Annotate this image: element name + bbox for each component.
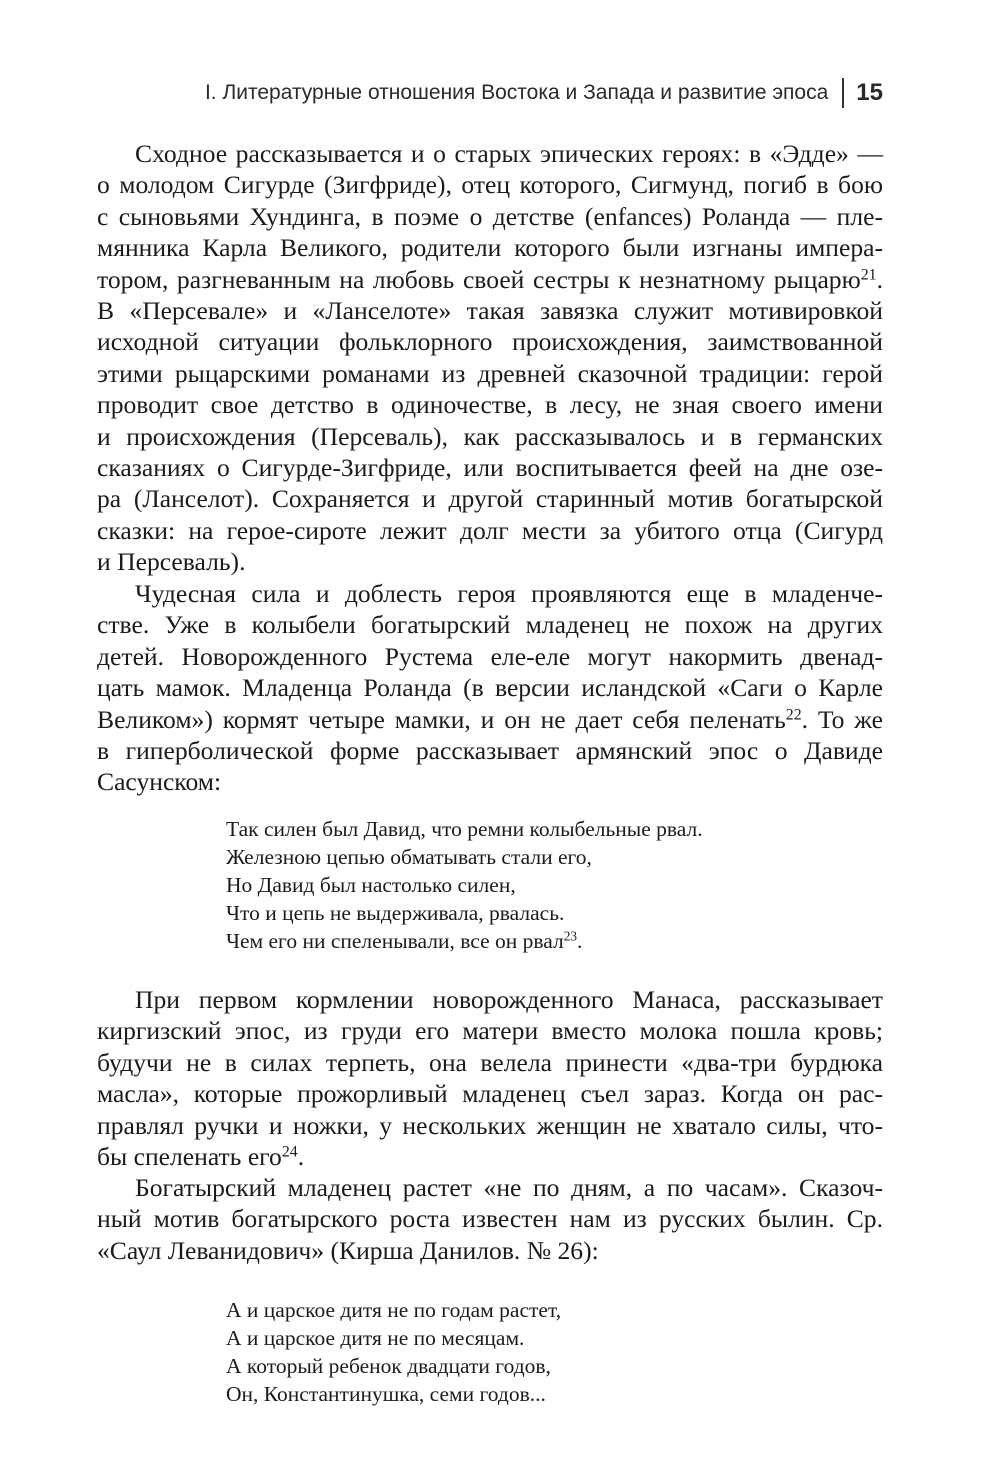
text-line: о молодом Сигурде (Зигфриде), отец которого, Сигмунд, погиб в бою bbox=[97, 170, 883, 200]
paragraph-3 bbox=[97, 984, 883, 1172]
text-line bbox=[97, 264, 883, 295]
text-line: мянника Карла Великого, родители которого были изгнаны импера- bbox=[97, 233, 883, 263]
text-line: в гиперболической форме рассказывает армянский эпос о Давиде bbox=[97, 736, 883, 766]
text-fragment: . bbox=[577, 929, 583, 953]
text-line: «Саул Леванидович» (Кирша Данилов. № 26): bbox=[97, 1235, 599, 1265]
text-line: киргизский эпос, из груди его матери вместо молока пошла кровь; bbox=[97, 1016, 883, 1046]
verse-line: Но Давид был настолько силен, bbox=[226, 873, 516, 897]
verse-quote-1 bbox=[226, 815, 703, 955]
text-line: детей. Новорожденного Рустема еле-еле могут накормить двенад- bbox=[97, 641, 883, 671]
text-line: ный мотив богатырского роста известен нам из русских былин. Ср. bbox=[97, 1204, 883, 1234]
text-line: цать мамок. Младенца Роланда (в версии исландской «Саги о Карле bbox=[97, 673, 883, 703]
text-line: исходной ситуации фольклорного происхождения, заимствованной bbox=[97, 327, 883, 357]
running-header bbox=[0, 78, 883, 108]
text-line: с сыновьями Хундинга, в поэме о детстве (enfances) Роланда — пле- bbox=[97, 201, 883, 231]
text-fragment: . bbox=[876, 264, 883, 294]
text-line: сказаниях о Сигурде-Зигфриде, или воспитывается феей на дне озе- bbox=[97, 453, 883, 483]
text-line bbox=[97, 704, 883, 735]
footnote-ref: 23 bbox=[563, 928, 578, 944]
text-line: При первом кормлении новорожденного Манаса, рассказывает bbox=[135, 985, 883, 1014]
paragraph-4 bbox=[97, 1172, 883, 1266]
text-line: Сходное рассказывается и о старых эпических героях: в «Эдде» — bbox=[135, 139, 883, 168]
verse-line: Железною цепью обматывать стали его, bbox=[226, 845, 592, 869]
text-line: проводит свое детство в одиночестве, в лесу, не зная своего имени bbox=[97, 390, 883, 420]
text-line: этими рыцарскими романами из древней сказочной традиции: герой bbox=[97, 358, 883, 388]
verse-line bbox=[226, 927, 703, 955]
paragraph-2 bbox=[97, 578, 883, 798]
paragraph-1 bbox=[97, 138, 883, 578]
text-line: масла», которые прожорливый младенец съел зараз. Когда он рас- bbox=[97, 1079, 883, 1109]
text-line: В «Персевале» и «Ланселоте» такая завязка служит мотивировкой bbox=[97, 296, 883, 326]
verse-line: А и царское дитя не по месяцам. bbox=[226, 1326, 525, 1350]
text-line: Сасунском: bbox=[97, 767, 222, 797]
text-fragment: . bbox=[297, 1142, 305, 1172]
text-line: ра (Ланселот). Сохраняется и другой старинный мотив богатырской bbox=[97, 484, 883, 514]
text-line: сказки: на герое-сироте лежит долг мести за убитого отца (Сигурд bbox=[97, 515, 883, 545]
footnote-ref: 24 bbox=[281, 1143, 298, 1161]
footnote-ref: 21 bbox=[860, 265, 877, 283]
running-title: I. Литературные отношения Востока и Запада и развитие эпоса bbox=[204, 81, 829, 104]
verse-line: А который ребенок двадцати годов, bbox=[226, 1354, 551, 1378]
verse-line: Он, Константинушка, семи годов... bbox=[226, 1382, 546, 1406]
text-fragment: Великом») кормят четыре мамки, и он не дает себя пеленать bbox=[97, 704, 786, 734]
footnote-ref: 22 bbox=[785, 705, 802, 723]
text-line: правлял ручки и ножки, у нескольких женщин не хватало силы, что- bbox=[97, 1110, 883, 1140]
text-fragment: Чем его ни спеленывали, все он рвал bbox=[226, 929, 564, 953]
text-line bbox=[97, 1141, 883, 1172]
header-divider bbox=[842, 78, 844, 108]
text-line: и Персеваль). bbox=[97, 547, 246, 577]
text-line: Богатырский младенец растет «не по дням, а по часам». Сказоч- bbox=[135, 1173, 883, 1202]
text-fragment: бы спеленать его bbox=[97, 1142, 282, 1172]
text-line: Чудесная сила и доблесть героя проявляются еще в младенче- bbox=[135, 579, 883, 608]
text-fragment: . То же bbox=[801, 704, 883, 734]
page-number: 15 bbox=[856, 79, 883, 106]
text-line: будучи не в силах терпеть, она велела принести «два-три бурдюка bbox=[97, 1047, 883, 1077]
text-fragment: тором, разгневанным на любовь своей сестры к незнатному рыцарю bbox=[97, 264, 861, 294]
verse-quote-2 bbox=[226, 1296, 561, 1408]
verse-line: Так силен был Давид, что ремни колыбельные рвал. bbox=[226, 817, 703, 841]
verse-line: Что и цепь не выдерживала, рвалась. bbox=[226, 901, 565, 925]
text-line: и происхождения (Персеваль), как рассказывалось и в германских bbox=[97, 421, 883, 451]
text-line: стве. Уже в колыбели богатырский младенец не похож на других bbox=[97, 610, 883, 640]
verse-line: А и царское дитя не по годам растет, bbox=[226, 1298, 562, 1322]
